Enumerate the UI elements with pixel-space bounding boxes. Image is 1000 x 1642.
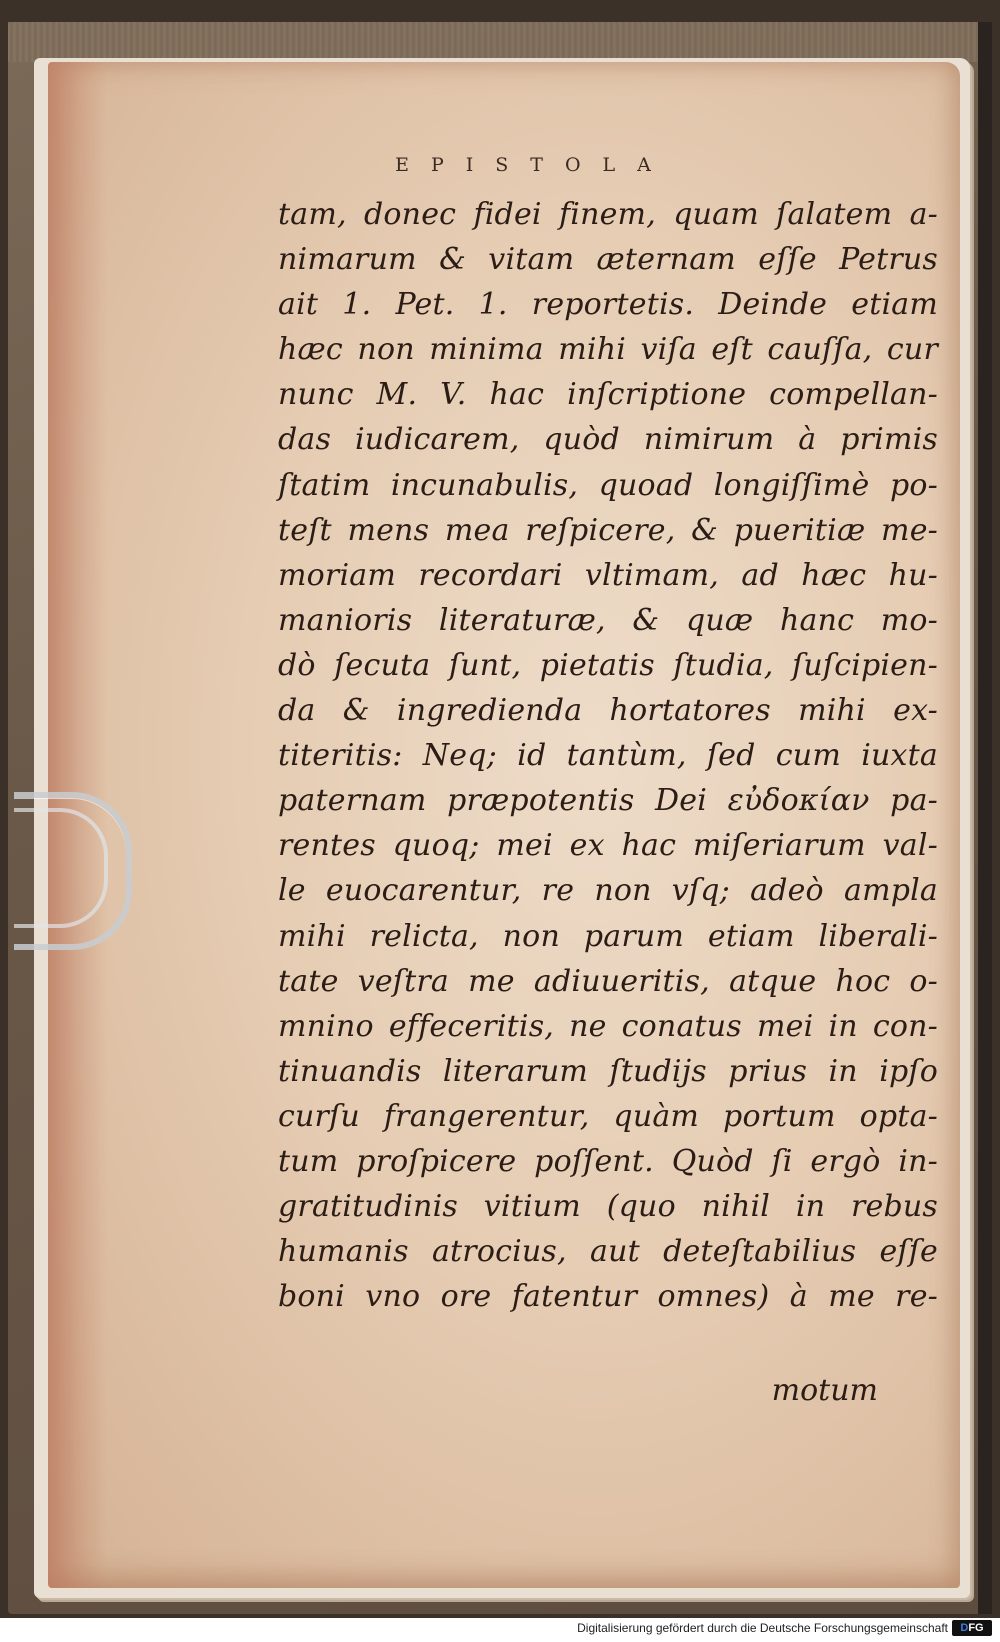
text-line: tum proſpicere poſſent. Quòd ſi ergò in- [278,1143,938,1179]
text-line: tinuandis literarum ſtudijs prius in ipſo [278,1053,938,1089]
text-line: paternam præpotentis Dei εὐδοκίαν pa- [278,783,938,819]
text-line: ſtatim incunabulis, quoad longiſſimè po- [278,467,938,503]
text-line: tate veſtra me adiuueritis, atque hoc o- [278,963,938,999]
text-line: mnino effeceritis, ne conatus mei in con- [278,1008,938,1044]
cover-spine-edge [978,22,992,1614]
text-line: le euocarentur, re non vſq; adeò ampla [278,873,938,909]
text-line: boni vno ore fatentur omnes) à me re- [278,1279,938,1315]
text-line: ait 1. Pet. 1. reportetis. Deinde etiam [278,287,938,323]
funding-credit: Digitalisierung gefördert durch die Deutsche Forschungsgemeinschaft [577,1621,948,1635]
book-page [48,62,960,1588]
text-line: nunc M. V. hac inſcriptione compellan- [278,377,938,413]
cover-edge [8,22,992,62]
text-line: nimarum & vitam æternam eſſe Petrus [278,242,938,278]
dfg-logo: DFG [952,1620,992,1636]
text-line: titeritis: Neq; id tantùm, ſed cum iuxta [278,738,938,774]
text-line: rentes quoq; mei ex hac miſeriarum val- [278,828,938,864]
text-line: dò ſecuta ſunt, pietatis ſtudia, ſuſcipien- [278,647,938,683]
text-line: da & ingredienda hortatores mihi ex- [278,693,938,729]
running-head: EPISTOLA [395,154,673,176]
text-line: teſt mens mea reſpicere, & pueritiæ me- [278,512,938,548]
text-block [278,192,938,1408]
text-line: moriam recordari vltimam, ad hæc hu- [278,557,938,593]
text-line: curſu frangerentur, quàm portum opta- [278,1098,938,1134]
text-line: humanis atrocius, aut deteſtabilius eſſe [278,1234,938,1270]
catchword: motum [771,1373,878,1408]
text-line: hæc non minima mihi viſa eſt cauſſa, cur [278,332,938,368]
text-line: tam, donec fidei finem, quam ſalatem a- [278,197,938,232]
footer-bar [0,1618,1000,1642]
text-line: das iudicarem, quòd nimirum à primis [278,422,938,458]
text-line: mihi relicta, non parum etiam liberali- [278,918,938,954]
text-line: manioris literaturæ, & quæ hanc mo- [278,602,938,638]
paper-clip-inner [14,808,108,928]
text-line: gratitudinis vitium (quo nihil in rebus [278,1189,938,1225]
